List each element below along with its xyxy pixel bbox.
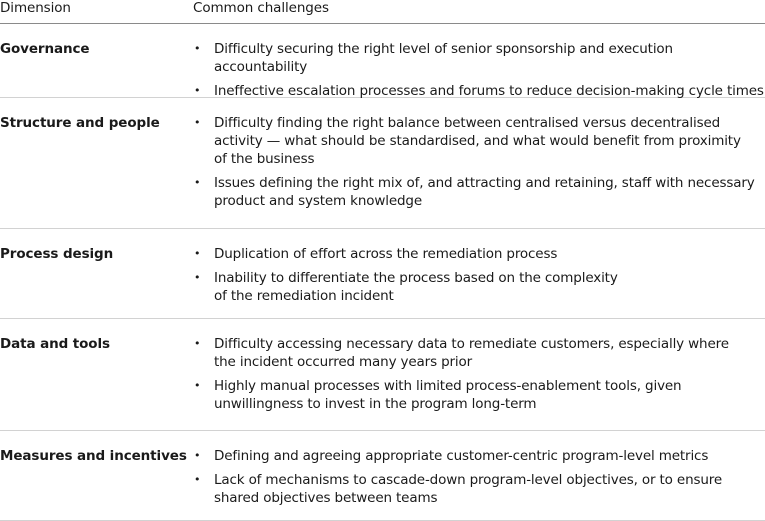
challenge-text-line: Difficulty accessing necessary data to remediate customers, especially where (214, 336, 729, 352)
challenge-item (193, 335, 765, 371)
bullet-icon: • (194, 337, 201, 350)
challenge-item (193, 447, 765, 465)
challenge-list (193, 40, 765, 100)
challenge-item (193, 174, 765, 210)
challenge-text-line: of the remediation incident (214, 288, 394, 304)
challenge-text-line: Defining and agreeing appropriate customer-centric program-level metrics (214, 448, 709, 464)
challenge-text-line: Ineffective escalation processes and forums to reduce decision-making cycle times (214, 83, 764, 99)
challenge-item (193, 269, 765, 305)
bullet-icon: • (194, 449, 201, 462)
challenge-text-line: shared objectives between teams (214, 490, 438, 506)
challenge-text-line: Inability to differentiate the process based on the complexity (214, 270, 618, 286)
challenge-list (193, 245, 765, 305)
table-row (0, 24, 765, 98)
bullet-icon: • (194, 271, 201, 284)
header-common-challenges: Common challenges (193, 0, 329, 16)
bullet-icon: • (194, 116, 201, 129)
challenge-text-line: activity — what should be standardised, and what would benefit from proximity (214, 133, 741, 149)
challenge-item (193, 245, 765, 263)
challenge-text-line: unwillingness to invest in the program long-term (214, 396, 537, 412)
table-row (0, 98, 765, 229)
challenge-text-line: Difficulty finding the right balance between centralised versus decentralised (214, 115, 721, 131)
challenge-list (193, 335, 765, 413)
bullet-icon: • (194, 379, 201, 392)
challenge-text-line: Lack of mechanisms to cascade-down program-level objectives, or to ensure (214, 472, 723, 488)
challenge-text-line: Issues defining the right mix of, and attracting and retaining, staff with necessary (214, 175, 755, 191)
bullet-icon: • (194, 247, 201, 260)
challenge-text-line: Duplication of effort across the remediation process (214, 246, 558, 262)
dimension-label: Governance (0, 41, 90, 57)
dimension-label: Process design (0, 246, 114, 262)
bullet-icon: • (194, 473, 201, 486)
challenge-text-line: the incident occurred many years prior (214, 354, 473, 370)
challenge-list (193, 114, 765, 210)
dimension-label: Measures and incentives (0, 448, 187, 464)
table-row (0, 431, 765, 521)
challenge-item (193, 471, 765, 507)
table-row (0, 319, 765, 431)
bullet-icon: • (194, 42, 201, 55)
table-header (0, 0, 765, 24)
challenge-list (193, 447, 765, 507)
bullet-icon: • (194, 84, 201, 97)
challenge-text-line: of the business (214, 151, 315, 167)
challenge-item (193, 40, 765, 76)
dimension-label: Data and tools (0, 336, 110, 352)
challenge-text-line: Highly manual processes with limited process-enablement tools, given (214, 378, 682, 394)
header-dimension: Dimension (0, 0, 71, 16)
challenge-text-line: Difficulty securing the right level of senior sponsorship and execution accountability (214, 41, 673, 75)
table-row (0, 229, 765, 319)
dimension-label: Structure and people (0, 115, 160, 131)
challenge-item (193, 377, 765, 413)
challenge-text-line: product and system knowledge (214, 193, 422, 209)
table-body (0, 24, 765, 521)
challenge-item (193, 114, 765, 168)
bullet-icon: • (194, 176, 201, 189)
